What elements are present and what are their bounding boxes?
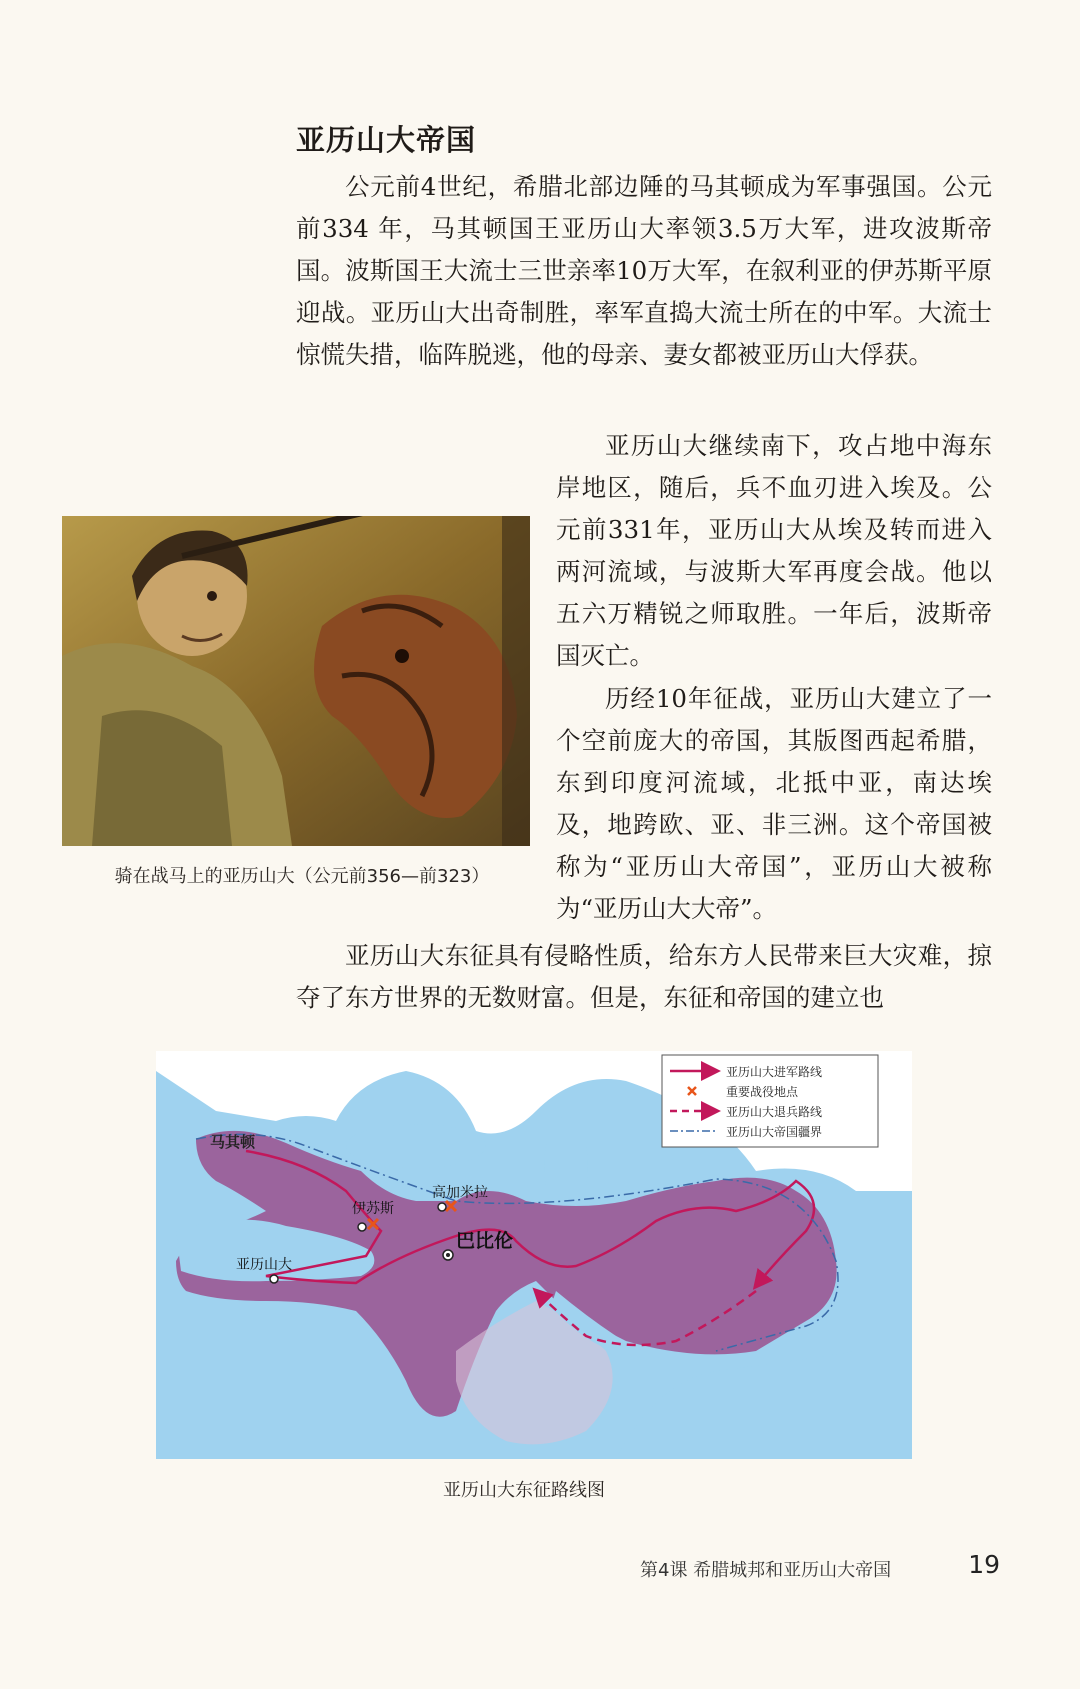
lesson-title: 第4课 希腊城邦和亚历山大帝国	[640, 1560, 892, 1581]
paragraph-1: 公元前4世纪，希腊北部边陲的马其顿成为军事强国。公元前334 年，马其顿国王亚历山大率领3.5万大军，进攻波斯帝国。波斯国王大流士三世亲率10万大军，在叙利亚的伊苏斯平原迎战。亚历山大出奇制胜，率军直捣大流士所在的中军。大流士惊慌失措，临阵脱逃，他的母亲、妻女都被亚历山大俘获。	[296, 172, 992, 369]
photo-caption: 骑在战马上的亚历山大（公元前356—前323）	[114, 866, 490, 887]
eastern-campaign-map	[156, 1051, 912, 1459]
legend-battle-label: 重要战役地点	[726, 1085, 799, 1099]
alexandria-dot	[270, 1275, 278, 1283]
place-gaugamela: 高加米拉	[432, 1185, 488, 1201]
page-footer	[640, 1546, 1000, 1586]
legend-advance-label: 亚历山大进军路线	[726, 1065, 823, 1079]
paragraph-2: 亚历山大继续南下，攻占地中海东岸地区，随后，兵不血刃进入埃及。公元前331年，亚历山大从埃及转而进入两河流域，与波斯大军再度会战。他以五六万精锐之师取胜。一年后，波斯帝国灭亡。	[556, 431, 992, 670]
gaugamela-dot	[438, 1203, 446, 1211]
map-caption: 亚历山大东征路线图	[443, 1480, 605, 1501]
paragraph-4: 亚历山大东征具有侵略性质，给东方人民带来巨大灾难，掠夺了东方世界的无数财富。但是，东征和帝国的建立也	[296, 941, 992, 1012]
map-legend	[662, 1055, 878, 1147]
paragraph-3: 历经10年征战，亚历山大建立了一个空前庞大的帝国，其版图西起希腊，东到印度河流域，北抵中亚，南达埃及，地跨欧、亚、非三洲。这个帝国被称为“亚历山大帝国”，亚历山大被称为“亚历山大大帝”。	[556, 684, 992, 923]
place-alexandria: 亚历山大	[236, 1257, 292, 1273]
place-issus: 伊苏斯	[352, 1201, 394, 1217]
page-number: 19	[968, 1550, 1000, 1579]
place-babylon: 巴比伦	[456, 1230, 514, 1252]
place-macedon: 马其顿	[210, 1133, 256, 1151]
black-sea	[346, 1124, 486, 1168]
alexander-mosaic-photo	[62, 516, 530, 846]
legend-retreat-label: 亚历山大退兵路线	[726, 1105, 823, 1119]
legend-border-label: 亚历山大帝国疆界	[726, 1125, 823, 1139]
section-title: 亚历山大帝国	[296, 123, 477, 157]
issus-dot	[358, 1223, 366, 1231]
